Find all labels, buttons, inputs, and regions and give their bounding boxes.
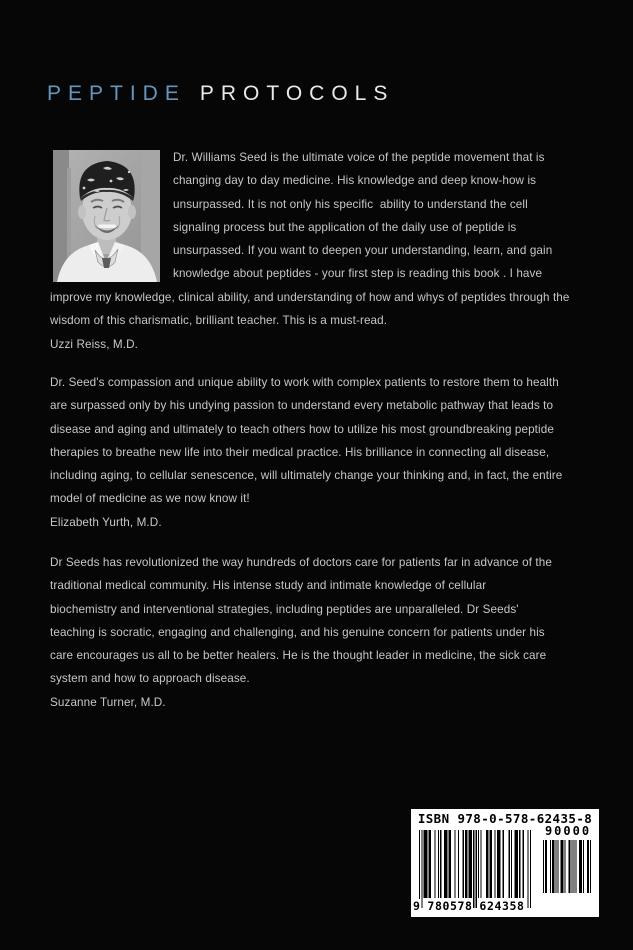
- testimonial-line: biochemistry and interventional strategies, including peptides are unparalleled. Dr Seeds': [50, 602, 519, 616]
- testimonial-line: improve my knowledge, clinical ability, and understanding of how and whys of peptides through the: [50, 291, 570, 304]
- price-code: 90000: [544, 824, 592, 838]
- attribution-uzzi-reiss: Uzzi Reiss, M.D.: [50, 337, 138, 351]
- testimonial-line: signaling process but the application of the daily use of peptide is: [173, 220, 517, 234]
- testimonial-line: Dr Seeds has revolutionized the way hundreds of doctors care for patients far in advance of the: [50, 556, 552, 569]
- testimonial-line: traditional medical community. His intense study and intimate knowledge of cellular: [50, 579, 487, 593]
- barcode-digit-first: 9: [413, 899, 420, 913]
- testimonial-line: unsurpassed. It is not only his specific ability to understand the cell: [173, 197, 528, 211]
- ean13-barcode: [419, 830, 531, 908]
- testimonial-line: wisdom of this charismatic, brilliant teacher. This is a must-read.: [50, 314, 388, 328]
- testimonial-line: care encourages us all to be better healers. He is the thought leader in medicine, the sick care: [50, 649, 547, 663]
- barcode-digits-left: 780578: [427, 899, 473, 913]
- testimonial-line: disease and aging and ultimately to teach others how to utilize his most groundbreaking peptide: [50, 422, 554, 436]
- testimonial-1-side: [173, 146, 552, 286]
- title-word-protocols: PROTOCOLS: [199, 82, 395, 105]
- author-photo: [53, 150, 160, 282]
- title-word-peptide: PEPTIDE: [47, 82, 186, 105]
- testimonial-line: changing day to day medicine. His knowledge and deep know-how is: [173, 174, 537, 188]
- attribution-suzanne-turner: Suzanne Turner, M.D.: [50, 695, 166, 709]
- testimonial-line: Dr. Seed's compassion and unique ability to work with complex patients to restore them to health: [50, 376, 559, 389]
- testimonial-line: therapies to breathe new life into their medical practice. His brilliance in connecting all disease,: [50, 445, 550, 459]
- isbn-number: ISBN 978-0-578-62435-8: [417, 811, 593, 826]
- testimonial-line: are surpassed only by his undying passion to understand every metabolic pathway that leads to: [50, 399, 554, 413]
- testimonial-line: Dr. Williams Seed is the ultimate voice of the peptide movement that is: [173, 151, 545, 164]
- addon-barcode: [542, 840, 591, 893]
- testimonial-line: including aging, to cellular senescence, will ultimately change your thinking and, in fact, the entire: [50, 469, 563, 483]
- testimonial-line: knowledge about peptides - your first step is reading this book . I have: [173, 267, 543, 281]
- testimonial-line: unsurpassed. If you want to deepen your understanding, learn, and gain: [173, 244, 553, 258]
- book-title: [47, 82, 394, 106]
- isbn-barcode: [411, 809, 599, 917]
- testimonial-2: [50, 371, 562, 534]
- testimonial-line: teaching is socratic, engaging and challenging, and his genuine concern for patients under his: [50, 625, 545, 639]
- testimonial-line: system and how to approach disease.: [50, 672, 250, 686]
- testimonial-line: model of medicine as we now know it!: [50, 492, 250, 506]
- barcode-digits-right: 624358: [479, 899, 525, 913]
- attribution-elizabeth-yurth: Elizabeth Yurth, M.D.: [50, 515, 162, 529]
- testimonial-1-continued: [50, 286, 570, 356]
- testimonial-3: [50, 551, 552, 714]
